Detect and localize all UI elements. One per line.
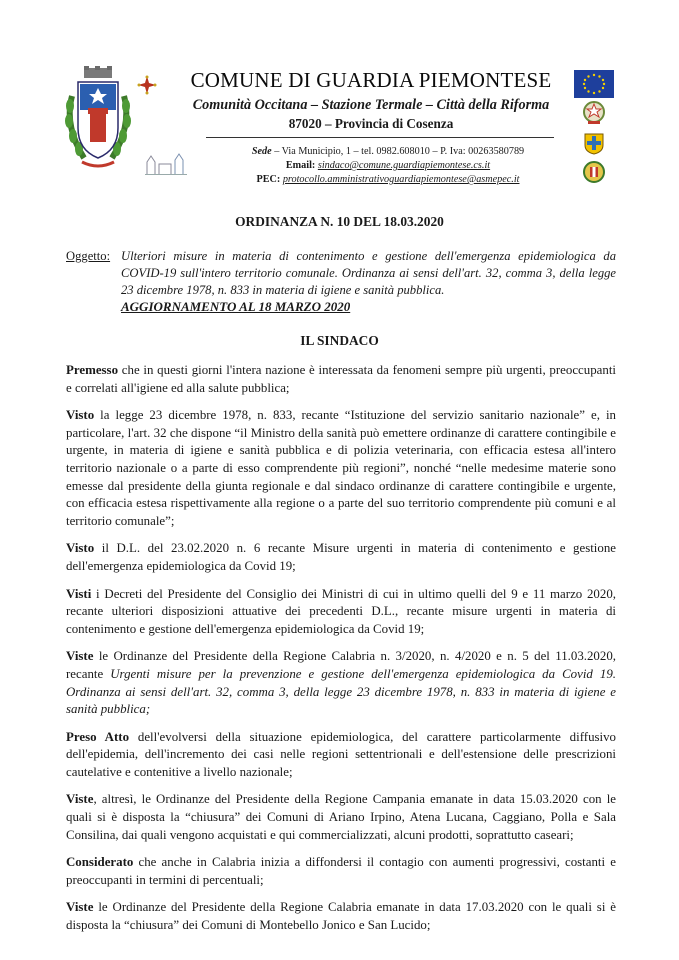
sede-line (200, 145, 576, 159)
ordinance-title: ORDINANZA N. 10 DEL 18.03.2020 (235, 214, 444, 229)
paragraph-viste-calabria-chiusura: Viste le Ordinanze del Presidente della Regione Calabria emanate in data 17.03.2020 con le quali si è disposta la “chiusura” dei Comuni di Montebello Jonico e San Lucido; (66, 900, 616, 933)
regional-emblem-icon (582, 131, 606, 155)
paragraph-premesso: Premesso che in questi giorni l'intera nazione è interessata da fenomeni sempre più urgenti, preoccupanti e correlati all'igiene ed alla salute pubblica; (66, 363, 616, 395)
paragraph-viste-ordinanze-calabria: Viste le Ordinanze del Presidente della Regione Calabria n. 3/2020, n. 4/2020 e n. 5 del 11.03.2020, recante Urgenti misure per la prevenzione e gestione dell'emergenza epidemiologica da Covid 19. Ordinanza ai sensi dell'art. 32, comma 3, della legge 23 dicembre 1978, n. 833 in materia di igiene e sanità pubblica; (66, 649, 616, 717)
paragraph-considerato: Considerato che anche in Calabria inizia a diffondersi il contagio con aumenti progressivi, costanti e preoccupanti in termini di percentuali; (66, 855, 616, 887)
paragraph-viste-campania: Viste, altresì, le Ordinanze del Presidente della Regione Campania emanate in data 15.03.2020 con le quali si è disposta la “chiusura” dei Comuni di Ariano Irpino, Atena Lucana, Caggiano, Polla e Sala Consilina, dai quali vengono acquistati e qui commercializzati, alcuni prodotti, soprattutto caseari; (66, 792, 616, 842)
eu-flag-icon (574, 70, 614, 98)
pec-line (200, 173, 576, 187)
municipal-crest-icon (62, 66, 134, 176)
email-link[interactable]: sindaco@comune.guardiapiemontese.cs.it (317, 160, 491, 171)
pec-label: PEC: (256, 174, 281, 185)
subject-block (66, 248, 616, 299)
paragraph-visto-legge: Visto la legge 23 dicembre 1978, n. 833, recante “Istituzione del servizio sanitario nazionale” e, in particolare, l'art. 32 che dispone “il Ministro della sanità può emettere ordinanze di carattere contingibile e urgente, in materia di igiene e sanità pubblica e di polizia veterinaria, con efficacia estesa all'intero territorio nazionale o a parte di esso comprendente più regioni”, nonché “nelle medesime materie sono emesse dal presidente della giunta regionale e dal sindaco ordinanze di carattere contingibile e urgente, con efficacia estesa rispettivamente alla regione o a parte del suo territorio comprendente più comuni e al territorio comunale”; (66, 408, 616, 528)
header-divider (206, 137, 554, 138)
sede-label: Sede (251, 146, 272, 157)
contact-block (200, 145, 576, 187)
email-line (200, 159, 576, 173)
ordinance-body (66, 362, 616, 945)
church-sketch-icon (145, 150, 187, 176)
subject-text: Ulteriori misure in materia di contenimento e gestione dell'emergenza epidemiologica da COVID-19 sull'intero territorio comunale. Ordinanza ai sensi dell'art. 32, comma 3, della legge 23 dicembre 1978, n. 833 in materia di igiene e sanità pubblica. (121, 249, 616, 297)
email-label: Email: (285, 160, 316, 171)
provincial-emblem-icon (582, 160, 606, 184)
municipality-title: COMUNE DI GUARDIA PIEMONTESE (190, 68, 552, 92)
update-notice: AGGIORNAMENTO AL 18 MARZO 2020 (121, 299, 351, 314)
paragraph-visti-decreti: Visti i Decreti del Presidente del Consiglio dei Ministri di cui in ultimo quelli del 9 e 11 marzo 2020, recante ulteriori disposizioni attuative dei precedenti D.L., recante misure urgenti in materia di contenimento e gestione dell'emergenza epidemiologica da Covid 19; (66, 586, 616, 636)
province-line: 87020 – Provincia di Cosenza (288, 116, 454, 131)
italian-republic-emblem-icon (582, 100, 606, 126)
sede-text: – Via Municipio, 1 – tel. 0982.608010 – P. Iva: 00263580789 (271, 146, 525, 157)
paragraph-visto-dl: Visto il D.L. del 23.02.2020 n. 6 recante Misure urgenti in materia di contenimento e gestione dell'emergenza epidemiologica da Covid 19; (66, 541, 616, 573)
section-heading: IL SINDACO (300, 333, 379, 348)
subject-label: Oggetto: (66, 249, 111, 263)
occitan-cross-icon (136, 74, 158, 96)
paragraph-preso-atto: Preso Atto dell'evolversi della situazione epidemiologica, del carattere particolarmente diffusivo dell'epidemia, dell'incremento dei casi nelle regioni settentrionali e dell'estensione delle prescrizioni cautelative e contenitive a livello nazionale; (66, 729, 616, 779)
pec-link[interactable]: protocollo.amministrativoguardiapiemontese@asmepec.it (282, 174, 520, 185)
municipality-subtitle: Comunità Occitana – Stazione Termale – Città della Riforma (192, 97, 550, 113)
